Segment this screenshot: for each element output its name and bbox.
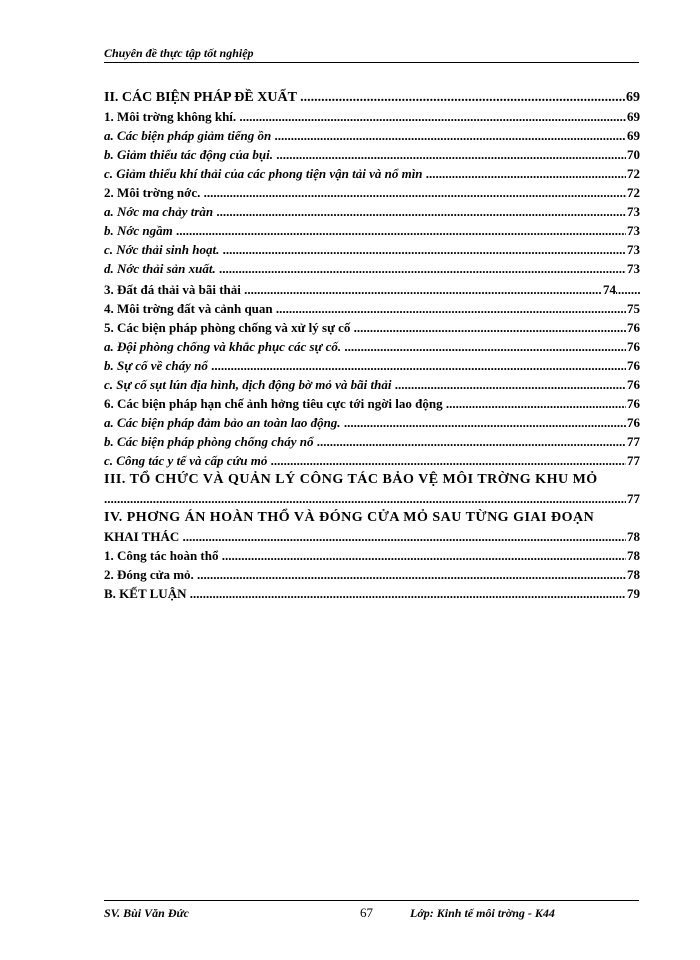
toc-entry xyxy=(104,299,640,318)
toc-entry-page: 69 xyxy=(626,90,640,105)
toc-entry xyxy=(104,126,640,145)
toc-entry-label: b. Giảm thiểu tác động của bụi. ..... xyxy=(104,147,640,162)
footer-page-number: 67 xyxy=(360,905,373,920)
toc-entry-label: c. Nớc thải sinh hoạt. ..... xyxy=(104,242,640,257)
toc-entry-label: d. Nớc thải sản xuất. ..... xyxy=(104,261,640,276)
toc-entry-label: B. KẾT LUẬN ..... xyxy=(104,586,640,601)
footer-author: SV. Bùi Văn Đức xyxy=(104,906,190,920)
toc-entry xyxy=(104,584,640,603)
toc-entry xyxy=(104,88,640,107)
toc-entry-label: II. CÁC BIỆN PHÁP ĐỀ XUẤT ..... xyxy=(104,90,640,105)
toc-entry xyxy=(104,280,640,299)
toc-entry-label: b. Các biện pháp phòng chống cháy nổ ..... xyxy=(104,434,640,449)
toc-entry-label: c. Công tác y tế và cấp cứu mỏ ..... xyxy=(104,453,640,468)
toc-entry-label: a. Nớc ma chảy tràn ..... xyxy=(104,204,640,219)
toc-entry xyxy=(104,470,640,489)
toc-entry xyxy=(104,489,640,508)
toc-entry-label xyxy=(104,491,640,506)
toc-entry-label: IV. PHƠNG ÁN HOÀN THỔ VÀ ĐÓNG CỬA MỎ SAU TỪNG GIAI ĐOẠN xyxy=(104,510,595,525)
toc-entry xyxy=(104,546,640,565)
toc-entry-page: 74 xyxy=(603,282,616,297)
toc-entry-label: a. Các biện pháp giảm tiếng ồn ..... xyxy=(104,128,640,143)
toc-entry-page: 72 xyxy=(627,185,640,200)
toc-entry-page: 78 xyxy=(627,567,640,582)
toc-entry xyxy=(104,259,640,278)
toc-entry-page: 79 xyxy=(627,586,640,601)
toc-entry-label: a. Đội phòng chống và khắc phục các sự cố. ..... xyxy=(104,339,640,354)
toc-entry xyxy=(104,413,640,432)
toc-entry-label: 1. Công tác hoàn thổ ..... xyxy=(104,548,640,563)
toc-entry-label: b. Nớc ngầm ..... xyxy=(104,223,640,238)
toc-entry-label: 4. Môi trờng đất và cảnh quan ..... xyxy=(104,301,640,316)
toc-entry xyxy=(104,145,640,164)
toc-entry xyxy=(104,451,640,470)
footer-class-info: Lớp: Kinh tế môi trờng - K44 xyxy=(410,906,555,920)
toc-entry-label: c. Giảm thiểu khí thải của các phong tiện vận tải và nổ mìn ..... xyxy=(104,166,640,181)
toc-entry xyxy=(104,240,640,259)
toc-entry-label: 5. Các biện pháp phòng chống và xử lý sự cố ..... xyxy=(104,320,640,335)
toc-entry xyxy=(104,221,640,240)
toc-entry xyxy=(104,337,640,356)
toc-entry xyxy=(104,183,640,202)
toc-entry-label: 2. Đóng cửa mỏ. ..... xyxy=(104,567,640,582)
toc-entry-label: a. Các biện pháp đảm bảo an toàn lao động. ..... xyxy=(104,415,640,430)
toc-entry-page: 69 xyxy=(627,128,640,143)
toc-entry-page: 77 xyxy=(627,491,640,506)
toc-entry xyxy=(104,164,640,183)
toc-entry xyxy=(104,107,640,126)
page-header xyxy=(104,44,639,63)
toc-entry-page: 69 xyxy=(627,109,640,124)
toc-entry-page: 73 xyxy=(627,223,640,238)
toc-entry-page: 76 xyxy=(627,339,640,354)
toc-entry-page: 73 xyxy=(627,261,640,276)
toc-entry-label: III. TỔ CHỨC VÀ QUẢN LÝ CÔNG TÁC BẢO VỆ MÔI TRỜNG KHU MỎ xyxy=(104,472,598,487)
toc-entry xyxy=(104,527,640,546)
toc-entry xyxy=(104,375,640,394)
toc-entry-label: 2. Môi trờng nớc. ..... xyxy=(104,185,640,200)
header-title: Chuyên đề thực tập tốt nghiệp xyxy=(104,46,254,60)
toc-entry-page: 76 xyxy=(627,396,640,411)
toc-entry-page: 76 xyxy=(627,415,640,430)
toc-entry-label: KHAI THÁC ..... xyxy=(104,529,640,544)
toc-entry-page: 76 xyxy=(627,377,640,392)
toc-entry xyxy=(104,565,640,584)
toc-entry-label: b. Sự cố về cháy nổ ..... xyxy=(104,358,640,373)
toc-entry xyxy=(104,318,640,337)
toc-entry-page: 72 xyxy=(627,166,640,181)
toc-entry-page: 73 xyxy=(627,204,640,219)
toc-entry xyxy=(104,356,640,375)
toc-entry-page: 70 xyxy=(627,147,640,162)
toc-entry-label: c. Sự cố sụt lún địa hình, dịch động bờ mỏ và bãi thải ..... xyxy=(104,377,640,392)
toc-entry-page: 73 xyxy=(627,242,640,257)
toc-entry xyxy=(104,432,640,451)
toc-entry xyxy=(104,394,640,413)
toc-entry xyxy=(104,202,640,221)
table-of-contents xyxy=(104,88,640,603)
toc-entry-page: 76 xyxy=(627,358,640,373)
toc-entry xyxy=(104,508,640,527)
toc-entry-page: 78 xyxy=(627,548,640,563)
page-footer xyxy=(104,900,639,921)
toc-entry-page: 78 xyxy=(627,529,640,544)
toc-entry-page: 77 xyxy=(627,434,640,449)
toc-entry-page: 77 xyxy=(627,453,640,468)
toc-entry-label: 1. Môi trờng không khí. ..... xyxy=(104,109,640,124)
toc-entry-label: 3. Đất đá thải và bãi thải ..... xyxy=(104,282,640,297)
toc-entry-label: 6. Các biện pháp hạn chế ảnh hởng tiêu cực tới ngời lao động ..... xyxy=(104,396,640,411)
toc-entry-page: 76 xyxy=(627,320,640,335)
toc-entry-page: 75 xyxy=(627,301,640,316)
